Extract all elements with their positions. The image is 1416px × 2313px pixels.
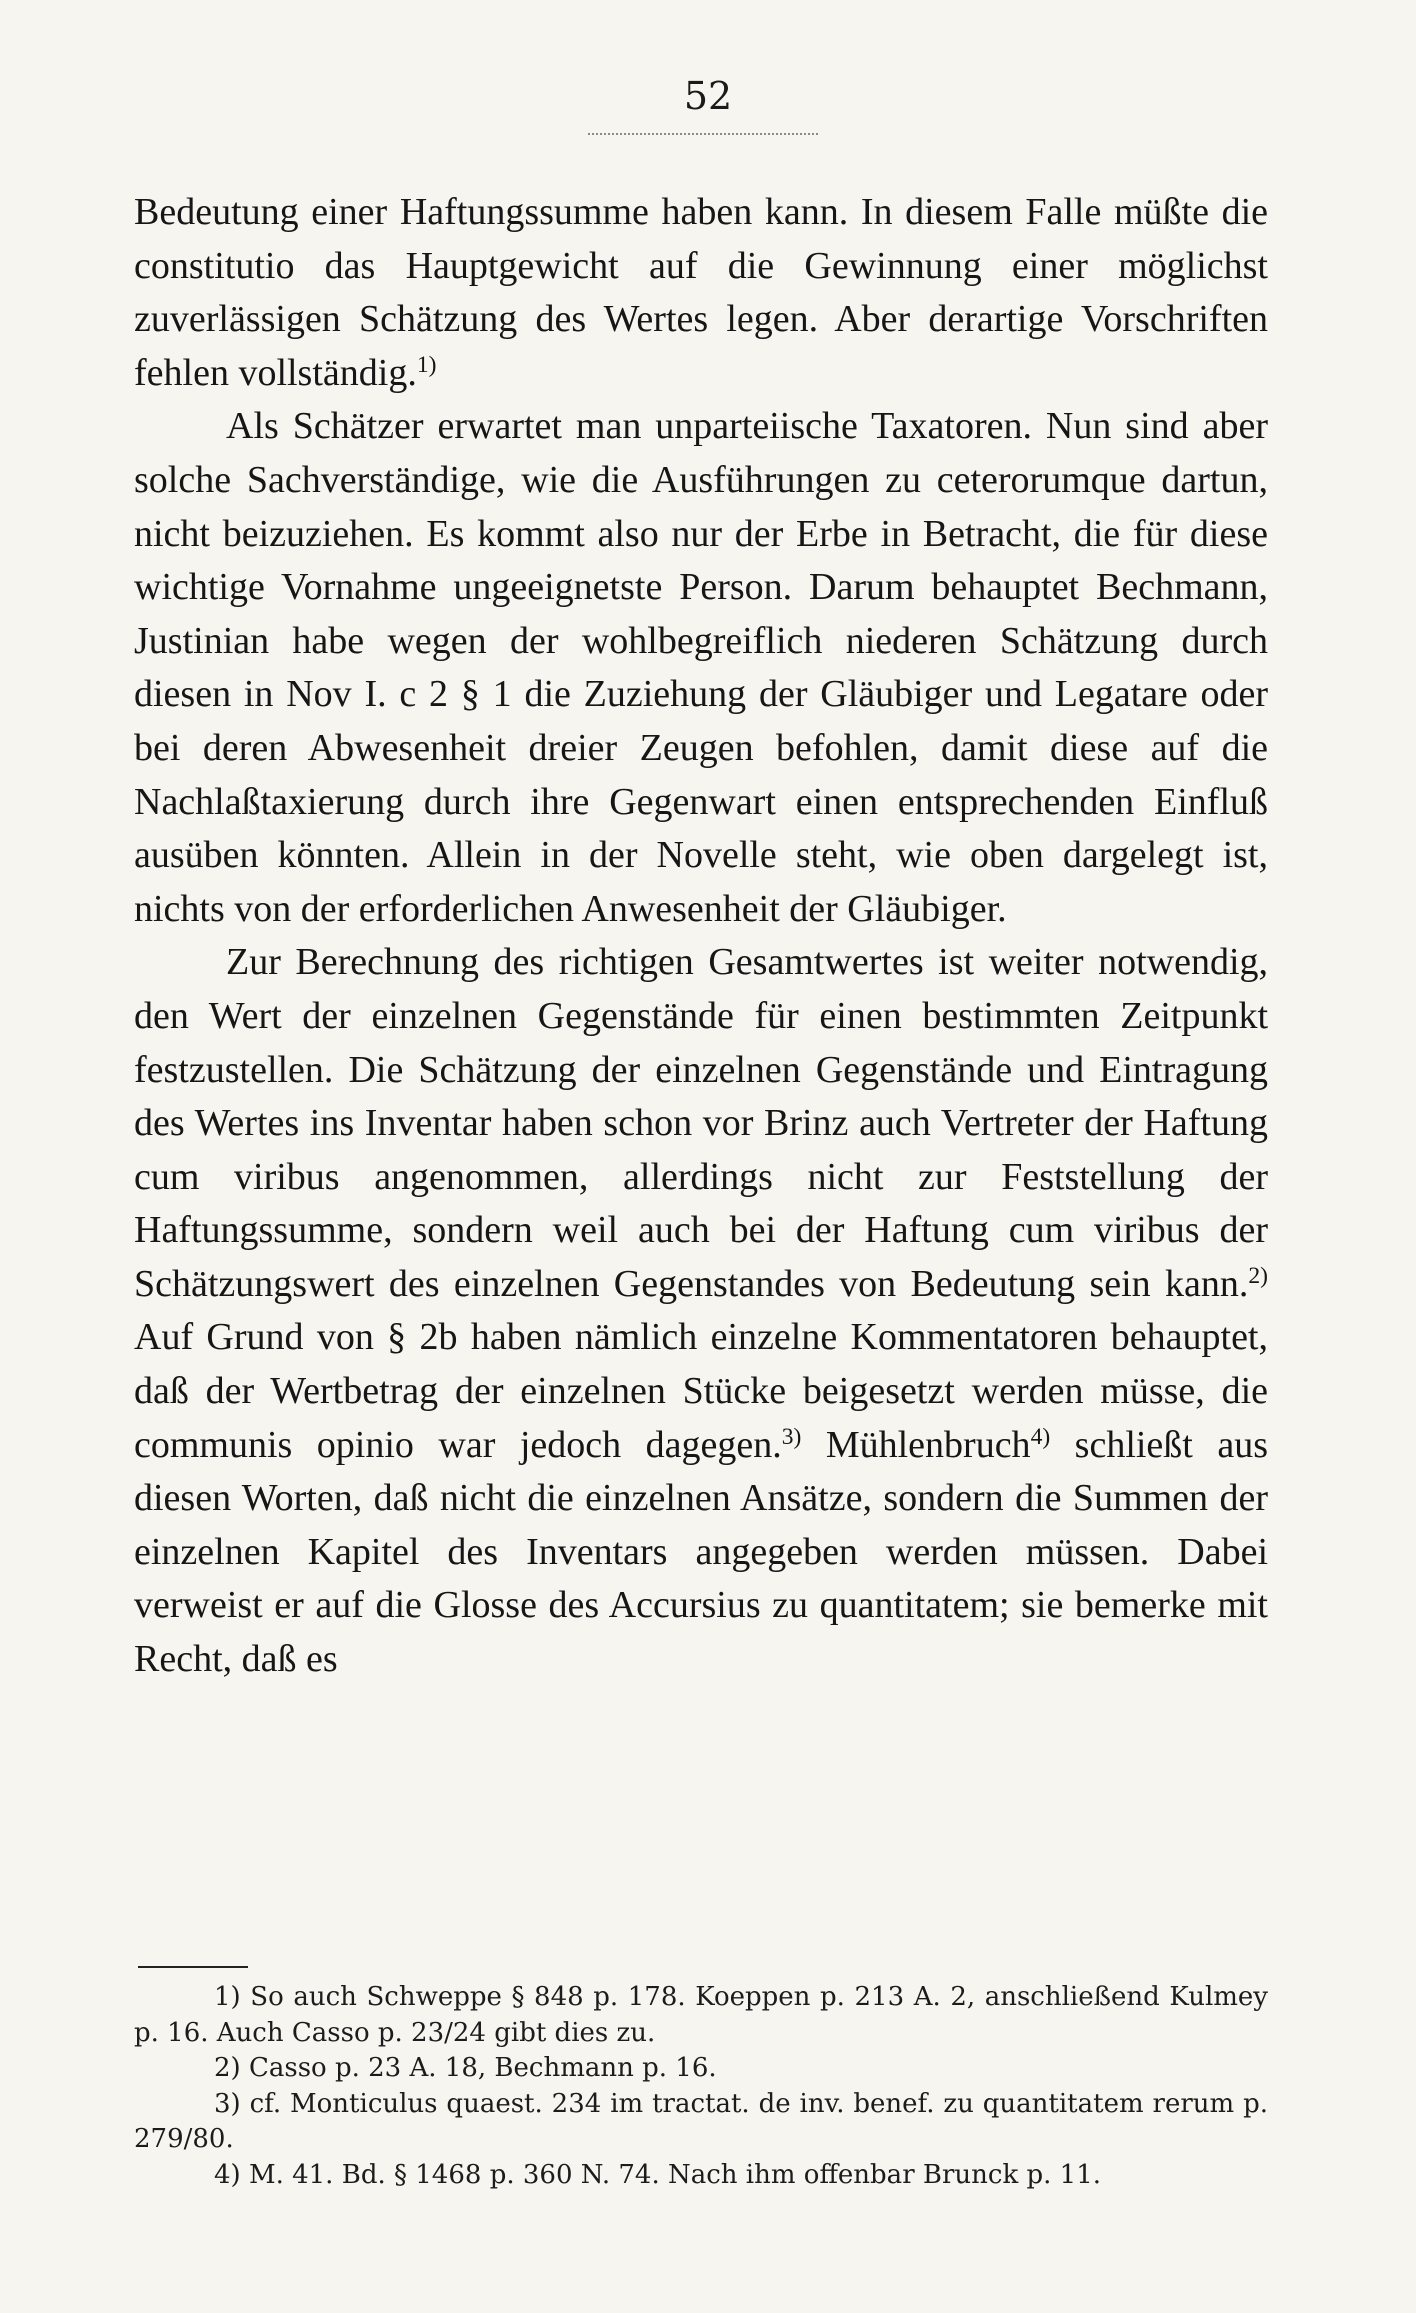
footnotes — [134, 1980, 1268, 2194]
paragraph — [134, 186, 1268, 400]
footnote: 4) M. 41. Bd. § 1468 p. 360 N. 74. Nach ihm offenbar Brunck p. 11. — [214, 2159, 1102, 2190]
paragraph-text: Zur Berechnung des richtigen Gesamtwertes ist weiter notwendig, den Wert der einzelnen Gegenstände für einen bestimmten Zeitpunkt festzustellen. Die Schätzung der einzelnen Gegenstände und Eintragung des Wertes ins Inventar haben schon vor Brinz auch Vertreter der Haftung cum viribus angenommen, allerdings nicht zur Feststellung der Haftungssumme, sondern weil auch bei der Haftung cum viribus der Schätzungswert des einzelnen Gegenstandes von Bedeutung sein kann. — [134, 941, 1268, 1305]
footnote-ref: 2) — [1248, 1262, 1268, 1289]
paragraph-text: Auf Grund von § 2b haben nämlich einzelne Kommentatoren behauptet, daß der Wertbetrag der einzelnen Stücke beigesetzt werden müsse, die communis opinio war jedoch dagegen. — [134, 1316, 1268, 1466]
paragraph-text: Mühlenbruch — [801, 1423, 1031, 1466]
footnote-divider — [138, 1966, 248, 1968]
footnote-ref: 4) — [1030, 1423, 1051, 1450]
paragraph-text: schließt aus diesen Worten, daß nicht die einzelnen Ansätze, sondern die Summen der einzelnen Kapitel des Inventars angegeben werden müssen. Dabei verweist er auf die Glosse des Accursius zu quantitatem; sie bemerke mit Recht, daß es — [134, 1423, 1268, 1681]
footnote: 1) So auch Schweppe § 848 p. 178. Koeppen p. 213 A. 2, anschließend Kulmey p. 16. Auch Casso p. 23/24 gibt dies zu. — [134, 1982, 1268, 2048]
footnote: 2) Casso p. 23 A. 18, Bechmann p. 16. — [214, 2053, 717, 2084]
page-number: 52 — [683, 74, 733, 118]
body-text — [134, 186, 1268, 1687]
footnote-ref: 1) — [416, 351, 437, 378]
paragraph-text: Bedeutung einer Haftungssumme haben kann. In diesem Falle müßte die constitutio das Hauptgewicht auf die Gewinnung einer möglichst zuverlässigen Schätzung des Wertes legen. Aber derartige Vorschriften fehlen vollständig. — [134, 191, 1268, 394]
paragraph — [134, 936, 1268, 1686]
header-rule — [588, 133, 818, 135]
footnote: 3) cf. Monticulus quaest. 234 im tractat. de inv. benef. zu quantitatem rerum p. 279/80. — [134, 2088, 1268, 2155]
paragraph — [134, 400, 1268, 936]
footnote-ref: 3) — [781, 1423, 802, 1450]
paragraph-text: Als Schätzer erwartet man unparteiische Taxatoren. Nun sind aber solche Sachverständige, wie die Ausführungen zu ceterorumque dartun, nicht beizuziehen. Es kommt also nur der Erbe in Betracht, die für diese wichtige Vornahme ungeeignetste Person. Darum behauptet Bechmann, Justinian habe wegen der wohlbegreiflich niederen Schätzung durch diesen in Nov I. c 2 § 1 die Zuziehung der Gläubiger und Legatare oder bei deren Abwesenheit dreier Zeugen befohlen, damit diese auf die Nachlaßtaxierung durch ihre Gegenwart einen entsprechenden Einfluß ausüben könnten. Allein in der Novelle steht, wie oben dargelegt ist, nichts von der erforderlichen Anwesenheit der Gläubiger. — [134, 405, 1268, 930]
